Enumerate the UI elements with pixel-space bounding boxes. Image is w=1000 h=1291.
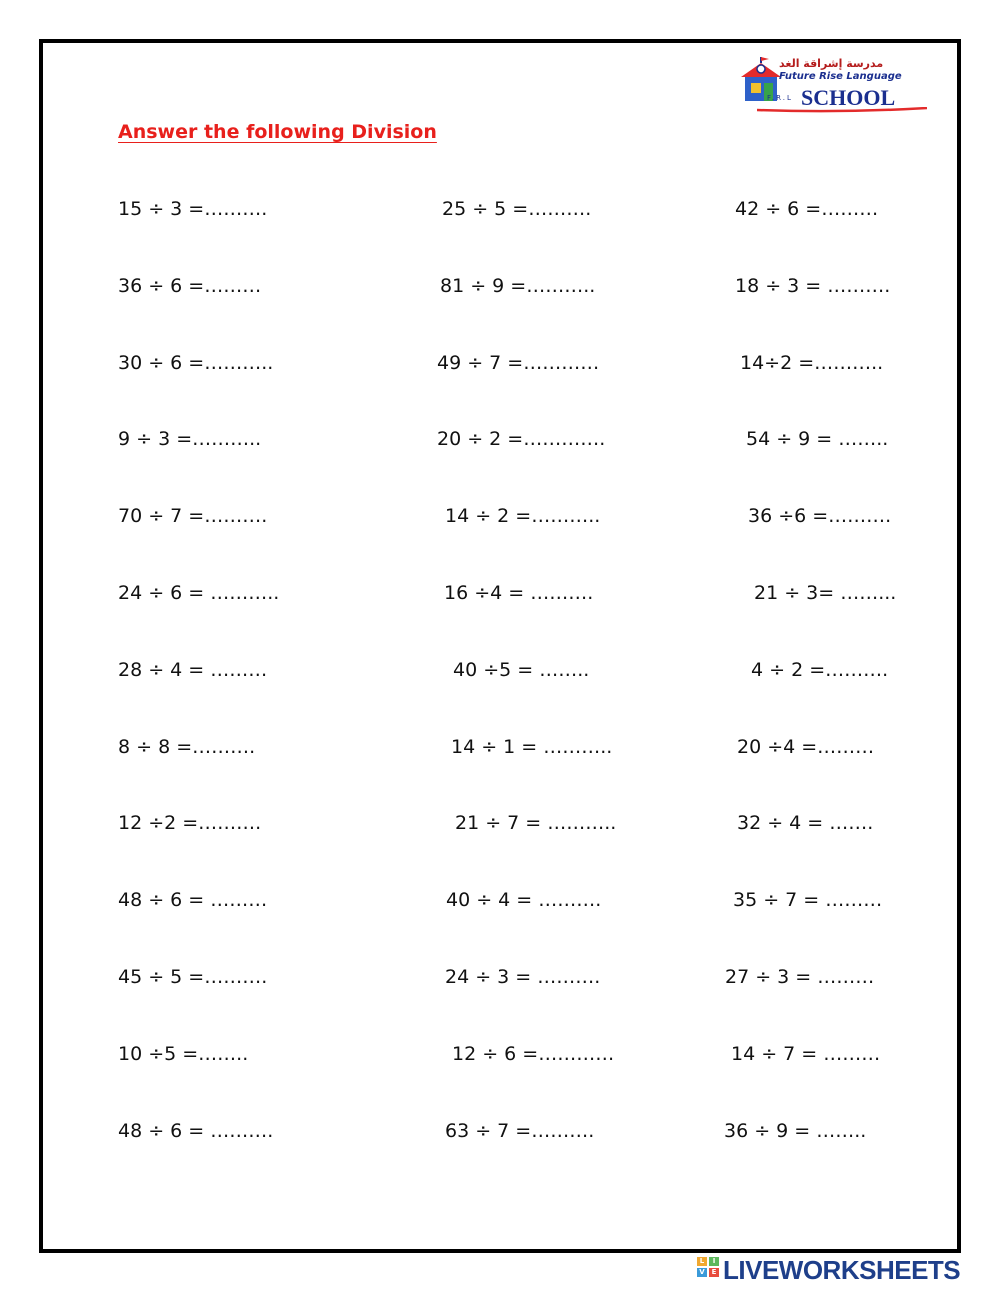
division-problem: 14 ÷ 7 = ……… <box>731 1043 881 1065</box>
division-problem: 12 ÷ 6 =………… <box>452 1043 615 1065</box>
division-problem: 21 ÷ 3= ……... <box>754 582 897 604</box>
lw-block-letter: I <box>712 1257 716 1265</box>
division-problem: 24 ÷ 6 = ……….. <box>118 582 280 604</box>
division-problem: 4 ÷ 2 =………. <box>751 659 889 681</box>
division-problem: 14 ÷ 1 = ……….. <box>451 736 613 758</box>
division-problem: 24 ÷ 3 = ………. <box>445 966 601 988</box>
division-problem: 20 ÷ 2 =…………. <box>437 428 606 450</box>
division-problem: 27 ÷ 3 = ……… <box>725 966 875 988</box>
liveworksheets-brand: LIVEWORKSHEETS <box>723 1255 961 1285</box>
division-problem: 20 ÷4 =……… <box>737 736 875 758</box>
division-problem: 54 ÷ 9 = …….. <box>746 428 889 450</box>
division-problem: 40 ÷5 = …….. <box>453 659 590 681</box>
liveworksheets-footer <box>697 1255 997 1285</box>
division-problem: 63 ÷ 7 =………. <box>445 1120 595 1142</box>
lw-block-l <box>697 1257 707 1266</box>
lw-block-v <box>697 1268 707 1277</box>
division-problem: 32 ÷ 4 = ……. <box>737 812 874 834</box>
division-problem: 70 ÷ 7 =………. <box>118 505 268 527</box>
division-problem: 10 ÷5 =…….. <box>118 1043 249 1065</box>
lw-block-letter: L <box>699 1257 705 1265</box>
logo-english-name: Future Rise Language <box>779 71 902 82</box>
division-problem: 25 ÷ 5 =………. <box>442 198 592 220</box>
lw-block-letter: E <box>711 1268 717 1276</box>
lw-block-e <box>709 1268 719 1277</box>
division-problem: 21 ÷ 7 = ……….. <box>455 812 617 834</box>
division-problem: 48 ÷ 6 = ………. <box>118 1120 274 1142</box>
division-problem: 35 ÷ 7 = ……… <box>733 889 883 911</box>
division-problem: 12 ÷2 =………. <box>118 812 262 834</box>
division-problem: 15 ÷ 3 =………. <box>118 198 268 220</box>
logo-underline-swoosh <box>757 107 927 113</box>
division-problem: 81 ÷ 9 =……….. <box>440 275 596 297</box>
division-problem: 36 ÷ 6 =……… <box>118 275 262 297</box>
lw-block-i <box>709 1257 719 1266</box>
division-problem: 48 ÷ 6 = ……… <box>118 889 268 911</box>
division-problem: 14 ÷ 2 =……….. <box>445 505 601 527</box>
division-problem: 36 ÷6 =………. <box>748 505 892 527</box>
division-problem: 49 ÷ 7 =………… <box>437 352 600 374</box>
worksheet-border <box>39 39 961 1253</box>
division-problem: 18 ÷ 3 = ………. <box>735 275 891 297</box>
division-problem: 36 ÷ 9 = …….. <box>724 1120 867 1142</box>
division-problem: 8 ÷ 8 =………. <box>118 736 256 758</box>
division-problem: 16 ÷4 = ………. <box>444 582 594 604</box>
school-logo <box>737 55 927 115</box>
logo-school-word: SCHOOL <box>801 85 896 110</box>
division-problem: 45 ÷ 5 =………. <box>118 966 268 988</box>
division-problem: 9 ÷ 3 =……….. <box>118 428 262 450</box>
division-problem: 30 ÷ 6 =……….. <box>118 352 274 374</box>
logo-arabic-name: مدرسة إشراقة الغد <box>779 57 884 70</box>
division-problem: 40 ÷ 4 = ………. <box>446 889 602 911</box>
division-problem: 14÷2 =……….. <box>740 352 884 374</box>
worksheet-title: Answer the following Division <box>118 121 437 143</box>
division-problem: 28 ÷ 4 = ……… <box>118 659 268 681</box>
logo-abbreviation: F.R.L <box>767 94 793 102</box>
division-problem: 42 ÷ 6 =……… <box>735 198 879 220</box>
lw-block-letter: V <box>699 1268 705 1276</box>
